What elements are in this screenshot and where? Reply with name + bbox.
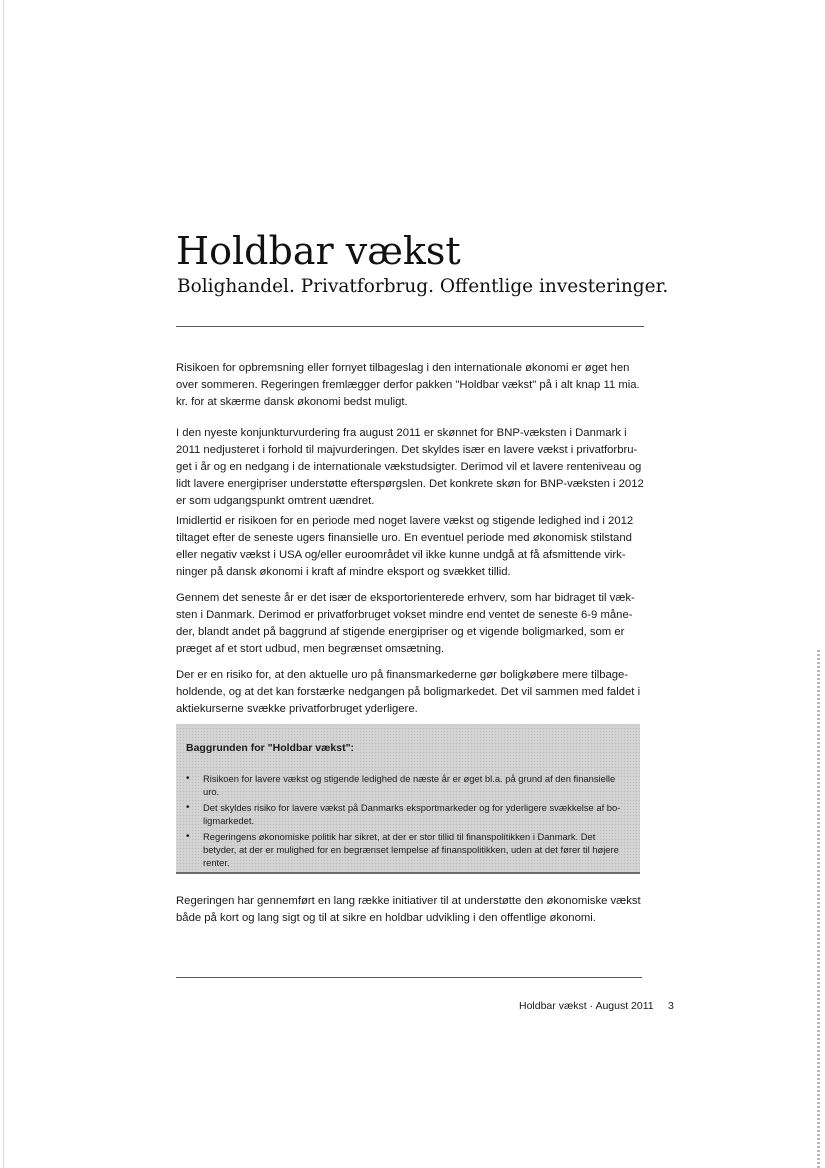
list-item bbox=[176, 801, 640, 827]
list-item bbox=[176, 772, 640, 798]
list-item-text: Risikoen for lavere vækst og stigende ledighed de næste år er øget bl.a. på grund af den finansielle uro. bbox=[203, 773, 616, 797]
paragraph-export: Gennem det seneste år er det især de eksportorienterede erhverv, som har bidraget til væksten i Danmark. Derimod er privatforbruget vokset mindre end ventet de seneste 6-9 måneder, blandt andet på baggrund af stigende energipriser og et vigende boligmarked, som er præget af et stort udbud, men begrænset omsætning. bbox=[176, 592, 635, 655]
page-subtitle: Bolighandel. Privatforbrug. Offentlige investeringer. bbox=[177, 276, 669, 297]
paragraph-intro: Risikoen for opbremsning eller fornyet tilbageslag i den internationale økonomi er øget hen over sommeren. Regeringen fremlægger derfor pakken "Holdbar vækst" på i alt knap 11 mia. kr. for at skærme dansk økonomi bedst muligt. bbox=[176, 362, 640, 408]
scan-edge-left bbox=[3, 0, 4, 1168]
background-box bbox=[176, 724, 640, 874]
paragraph-housing: Der er en risiko for, at den aktuelle uro på finansmarkederne gør boligkøbere mere tilbageholdende, og at det kan forstærke nedgangen på boligmarkedet. Det vil sammen med faldet i aktiekurserne svække privatforbruget yderligere. bbox=[176, 669, 641, 715]
bullet-icon: • bbox=[186, 831, 190, 842]
list-item bbox=[176, 830, 640, 869]
paragraph-initiatives: Regeringen har gennemført en lang række initiativer til at understøtte den økonomiske vækst både på kort og lang sigt og til at sikre en holdbar udvikling i den offentlige økonomi. bbox=[176, 895, 641, 924]
bullet-icon: • bbox=[186, 802, 190, 813]
footer-divider bbox=[176, 977, 642, 978]
paragraph-risk: Imidlertid er risikoen for en periode med noget lavere vækst og stigende ledighed ind i 2012 tiltaget efter de seneste ugers finansielle uro. En eventuel periode med økonomisk stilstand eller negativ vækst i USA og/eller euroområdet vil ikke kunne undgå at få afsmittende virkninger på dansk økonomi i kraft af mindre eksport og svækket tillid. bbox=[176, 515, 634, 578]
scan-edge-right bbox=[817, 650, 820, 1168]
paragraph-forecast: I den nyeste konjunkturvurdering fra august 2011 er skønnet for BNP-væksten i Danmark i 2011 nedjusteret i forhold til majvurderingen. Det skyldes især en lavere vækst i privatforbruget i år og en nedgang i de internationale vækstudsigter. Derimod vil et lavere renteniveau og lidt lavere energipriser understøtte efterspørgslen. Det konkrete skøn for BNP-væksten i 2012 er som udgangspunkt omtrent uændret. bbox=[176, 427, 644, 507]
list-item-text: Regeringens økonomiske politik har sikret, at der er stor tillid til finanspolitikken i Danmark. Det betyder, at der er mulighed for en begrænset lempelse af finanspolitikken, uden at det fører til højere renter. bbox=[203, 831, 619, 868]
background-box-list bbox=[176, 772, 640, 872]
background-box-heading: Baggrunden for "Holdbar vækst": bbox=[186, 742, 355, 754]
list-item-text: Det skyldes risiko for lavere vækst på Danmarks eksportmarkeder og for yderligere svækkelse af boligmarkedet. bbox=[203, 802, 621, 826]
footer-title: Holdbar vækst · August 2011 bbox=[519, 1000, 654, 1012]
page-title: Holdbar vækst bbox=[176, 229, 461, 273]
bullet-icon: • bbox=[186, 773, 190, 784]
header-divider bbox=[176, 326, 644, 327]
page-number: 3 bbox=[668, 1000, 674, 1012]
